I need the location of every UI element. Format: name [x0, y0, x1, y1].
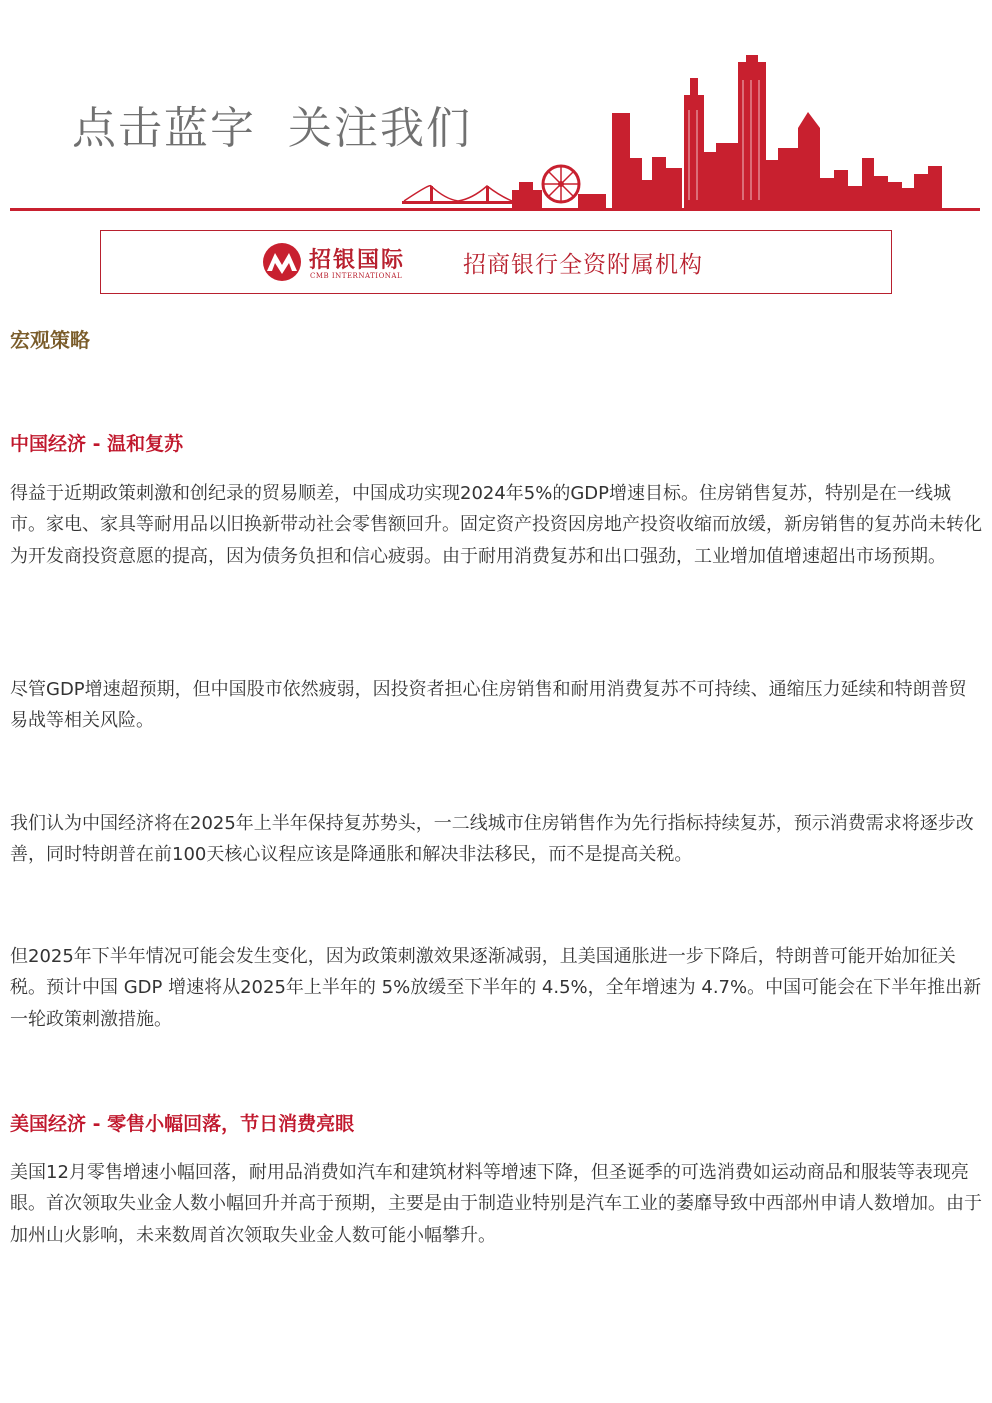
logo-english-name: CMB INTERNATIONAL [310, 272, 403, 280]
header-follow-us-title[interactable]: 点击蓝字 关注我们 [72, 103, 472, 154]
heading-us-economy: 美国经济 - 零售小幅回落，节日消费亮眼 [10, 1113, 355, 1135]
cmbi-banner [100, 230, 892, 294]
section-label-macro-strategy: 宏观策略 [10, 328, 90, 352]
paragraph-china-4: 但2025年下半年情况可能会发生变化，因为政策刺激效果逐渐减弱，且美国通胀进一步下降后，特朗普可能开始加征关税。预计中国 GDP 增速将从2025年上半年的 5%放缓至下半年的 4.5%，全年增速为 4.7%。中国可能会在下半年推出新一轮政策刺激措施。 [10, 946, 982, 1030]
paragraph-china-3: 我们认为中国经济将在2025年上半年保持复苏势头，一二线城市住房销售作为先行指标持续复苏，预示消费需求将逐步改善，同时特朗普在前100天核心议程应该是降通胀和解决非法移民，而不是提高关税。 [10, 813, 974, 866]
banner-tagline: 招商银行全资附属机构 [463, 252, 703, 278]
cmbi-logo-icon [261, 241, 303, 283]
heading-china-economy: 中国经济 - 温和复苏 [10, 433, 184, 455]
paragraph-china-1: 得益于近期政策刺激和创纪录的贸易顺差，中国成功实现2024年5%的GDP增速目标。住房销售复苏，特别是在一线城市。家电、家具等耐用品以旧换新带动社会零售额回升。固定资产投资因房地产投资收缩而放缓，新房销售的复苏尚未转化为开发商投资意愿的提高，因为债务负担和信心疲弱。由于耐用消费复苏和出口强劲，工业增加值增速超出市场预期。 [10, 483, 982, 567]
city-skyline-illustration [0, 0, 992, 215]
paragraph-us-1: 美国12月零售增速小幅回落，耐用品消费如汽车和建筑材料等增速下降，但圣诞季的可选消费如运动商品和服装等表现亮眼。首次领取失业金人数小幅回升并高于预期，主要是由于制造业特别是汽车工业的萎靡导致中西部州申请人数增加。由于加州山火影响，未来数周首次领取失业金人数可能小幅攀升。 [10, 1162, 982, 1246]
paragraph-china-2: 尽管GDP增速超预期，但中国股市依然疲弱，因投资者担心住房销售和耐用消费复苏不可持续、通缩压力延续和特朗普贸易战等相关风险。 [10, 679, 967, 732]
header [0, 0, 992, 215]
logo-chinese-name: 招银国际 [309, 247, 406, 273]
